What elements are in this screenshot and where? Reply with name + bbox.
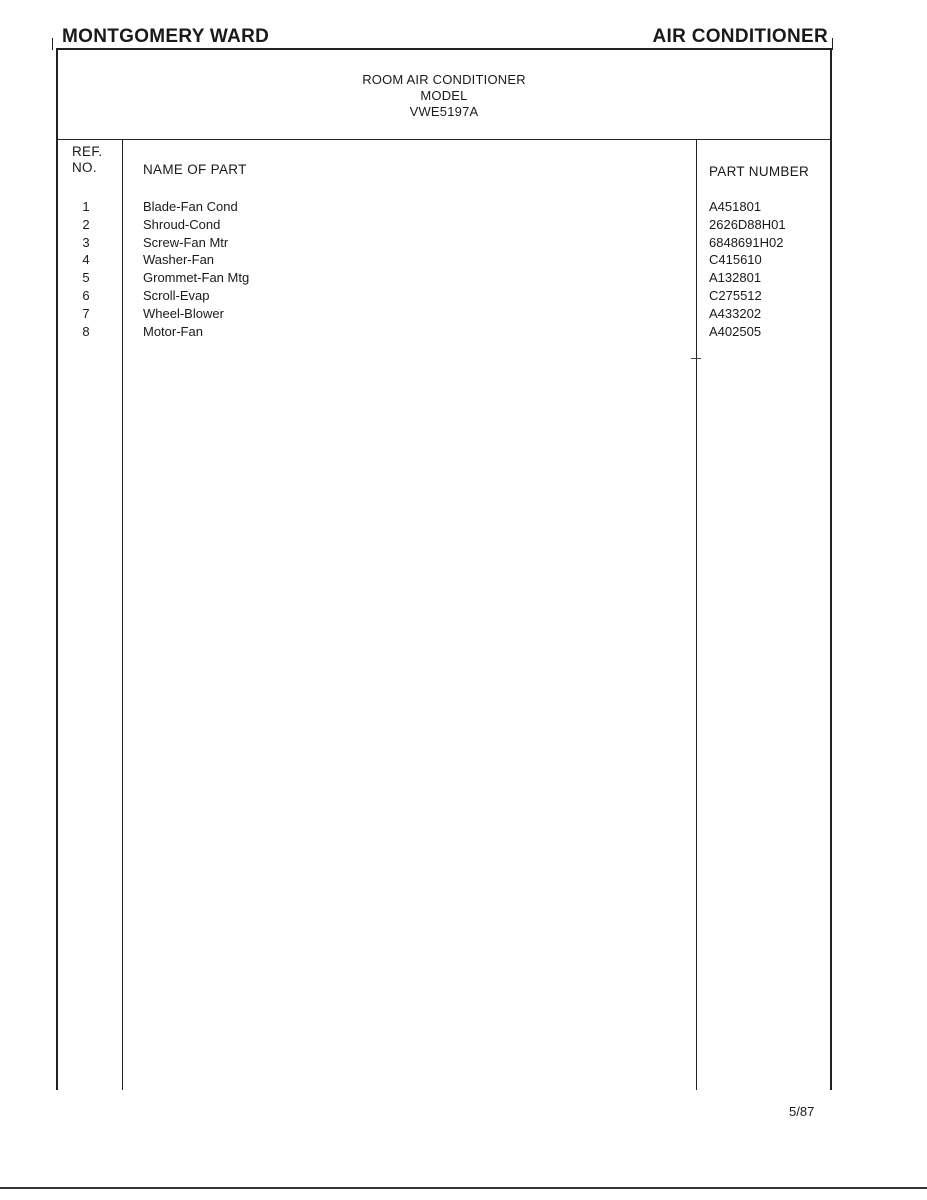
row-part-number: A402505 bbox=[709, 323, 762, 339]
row-ref-no: 4 bbox=[82, 252, 90, 268]
row-ref-no: 8 bbox=[82, 323, 90, 339]
row-part-number: A451801 bbox=[709, 199, 762, 214]
row-part-name: Blade-Fan Cond bbox=[143, 199, 238, 214]
row-ref-no: 2 bbox=[82, 216, 90, 232]
row-ref-no: 5 bbox=[82, 270, 90, 286]
row-ref-no: 7 bbox=[82, 305, 90, 321]
model-title-block bbox=[58, 72, 830, 120]
header-ref-line1: REF. bbox=[72, 144, 103, 159]
name-column bbox=[143, 198, 249, 340]
corner-tick-left bbox=[52, 38, 53, 50]
row-ref-no: 3 bbox=[82, 234, 90, 250]
row-ref-no: 1 bbox=[82, 199, 90, 214]
part-number-column bbox=[709, 198, 786, 340]
row-part-number: A132801 bbox=[709, 270, 762, 286]
column-divider-name-part bbox=[696, 139, 697, 1090]
brand-name: MONTGOMERY WARD bbox=[62, 26, 270, 47]
row-ref-no: 6 bbox=[82, 287, 90, 303]
row-part-number: A433202 bbox=[709, 305, 762, 321]
revision-date: 5/87 bbox=[789, 1104, 815, 1119]
row-part-name: Screw-Fan Mtr bbox=[143, 234, 229, 250]
row-part-number: 2626D88H01 bbox=[709, 216, 786, 232]
row-part-number: C415610 bbox=[709, 252, 762, 268]
row-part-number: C275512 bbox=[709, 287, 762, 303]
column-divider-ref-name bbox=[122, 139, 123, 1090]
header-ref-no bbox=[72, 144, 102, 176]
column-divider-tick bbox=[691, 358, 701, 359]
ref-column bbox=[76, 198, 96, 340]
row-part-number: 6848691H02 bbox=[709, 234, 784, 250]
header-divider bbox=[58, 139, 830, 140]
row-part-name: Shroud-Cond bbox=[143, 216, 221, 232]
title-line-3-model-number: VWE5197A bbox=[409, 104, 479, 119]
row-part-name: Wheel-Blower bbox=[143, 305, 224, 321]
row-part-name: Grommet-Fan Mtg bbox=[143, 270, 250, 286]
document-category: AIR CONDITIONER bbox=[652, 26, 828, 47]
row-part-name: Washer-Fan bbox=[143, 252, 215, 268]
row-part-name: Scroll-Evap bbox=[143, 287, 210, 303]
header-part-number: PART NUMBER bbox=[709, 164, 810, 179]
title-line-1: ROOM AIR CONDITIONER bbox=[362, 72, 526, 87]
title-line-2: MODEL bbox=[420, 88, 468, 103]
header-ref-line2: NO. bbox=[72, 160, 97, 175]
page-bottom-rule bbox=[0, 1187, 927, 1189]
corner-tick-right bbox=[832, 38, 833, 50]
header-name-of-part: NAME OF PART bbox=[143, 162, 247, 177]
row-part-name: Motor-Fan bbox=[143, 323, 203, 339]
